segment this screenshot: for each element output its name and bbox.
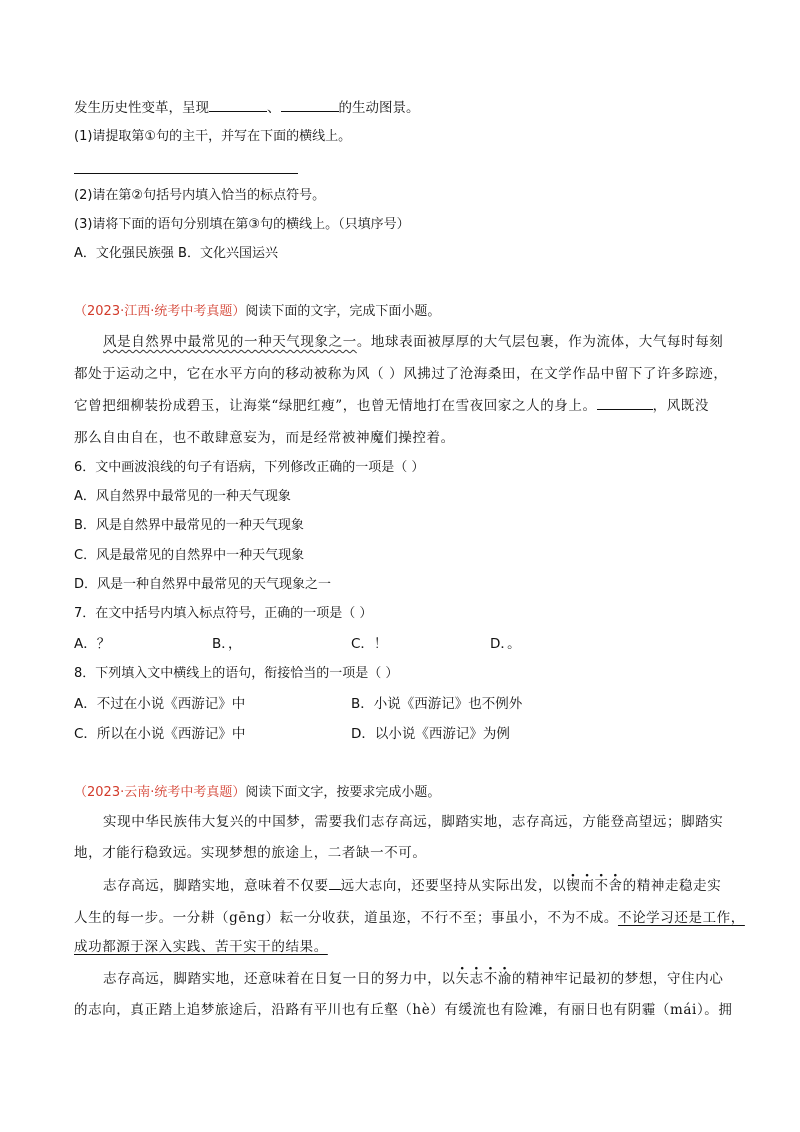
intro-text: 发生历史性变革，呈现 — [74, 100, 209, 116]
question-7: 7．在文中括号内填入标点符号，正确的一项是（ ） — [74, 606, 373, 621]
passage-text: 的精神牢记最初的梦想，守住内心 — [511, 971, 724, 987]
answer-blank[interactable] — [281, 99, 339, 112]
q8-option-c: C．所以在小说《西游记》中 — [74, 726, 246, 742]
passage-line: 的志向，真正踏上追梦旅途后，沿路有平川也有丘壑（hè）有缓流也有险滩，有丽日也有阴霾（mái）。拥 — [74, 1002, 733, 1018]
passage-line: 地，才能行稳致远。实现梦想的旅途上，二者缺一不可。 — [74, 845, 427, 861]
emphasis-char: 而 — [580, 878, 595, 894]
passage-text: 。地球表面被厚厚的大气层包裹，作为流体，大气每时每刻 — [356, 334, 724, 350]
q8-option-a: A．不过在小说《西游记》中 — [74, 696, 246, 712]
passage-text: 志存高远，脚踏实地，还意味着在日复一日的努力中，以 — [103, 971, 456, 987]
q8-option-d: D．以小说《西游记》为例 — [351, 726, 510, 742]
answer-blank[interactable] — [597, 397, 653, 410]
question-2: (2)请在第②句括号内填入恰当的标点符号。 — [74, 188, 326, 203]
q6-option-a: A．风自然界中最常见的一种天气现象 — [74, 489, 291, 504]
q6-option-c: C．风是最常见的自然界中一种天气现象 — [74, 548, 305, 563]
passage-line — [103, 332, 723, 352]
passage-text: 的精神走稳走实 — [622, 878, 722, 894]
passage-line: 都处于运动之中，它在水平方向的移动被称为风（ ）风拂过了沧海桑田，在文学作品中留下了许多踪迹， — [74, 366, 728, 382]
q7-option-b: B．， — [212, 636, 242, 652]
answer-line[interactable] — [74, 173, 298, 174]
section-instruction: 阅读下面的文字，完成下面小题。 — [245, 304, 441, 319]
question-8: 8．下列填入文中横线上的语句，衔接恰当的一项是（ ） — [74, 666, 399, 681]
question-3-options: A．文化强民族强 B．文化兴国运兴 — [74, 246, 278, 261]
emphasis-char: 舍 — [608, 878, 623, 894]
underlined-sentence: 不论学习还是工作， — [617, 910, 745, 926]
emphasis-char: 不 — [483, 971, 498, 987]
section-header-jiangxi — [74, 302, 440, 322]
q6-option-d: D．风是一种自然界中最常见的天气现象之一 — [74, 577, 332, 592]
passage-line — [74, 908, 745, 928]
source-tag: （2023·云南·统考中考真题） — [74, 785, 246, 800]
passage-line — [74, 396, 709, 416]
source-tag: （2023·江西·统考中考真题） — [74, 304, 246, 319]
question-1: (1)请提取第①句的主干，并写在下面的横线上。 — [74, 129, 352, 144]
intro-line1 — [74, 98, 420, 118]
passage-line — [103, 876, 721, 896]
passage-line — [74, 937, 328, 957]
passage-line — [103, 969, 723, 989]
dotted-text — [566, 878, 622, 894]
dotted-phrase — [566, 878, 622, 894]
q7-option-c: C．！ — [351, 636, 388, 652]
q6-option-b: B．风是自然界中最常见的一种天气现象 — [74, 518, 304, 533]
intro-text: 、 — [267, 100, 281, 116]
passage-text: ，风既没 — [652, 398, 710, 414]
emphasis-char: 志 — [469, 971, 484, 987]
question-3: (3)请将下面的语句分别填在第③句的横线上。（只填序号） — [74, 217, 410, 232]
q8-option-b: B．小说《西游记》也不例外 — [351, 696, 523, 712]
passage-text: 人生的每一步。一分耕（gēng）耘一分收获，道虽迩，不行不至；事虽小，不为不成。 — [74, 910, 618, 926]
answer-blank[interactable] — [329, 877, 341, 890]
passage-line: 实现中华民族伟大复兴的中国梦，需要我们志存高远，脚踏实地，志存高远，方能登高望远；脚踏实 — [103, 814, 724, 830]
q7-option-a: A．？ — [74, 636, 111, 652]
emphasis-char: 矢 — [455, 971, 470, 987]
section-header-yunnan — [74, 783, 440, 803]
passage-line: 那么自由自在，也不敢肆意妄为，而是经常被神魔们操控着。 — [74, 430, 455, 446]
intro-text: 的生动图景。 — [338, 100, 420, 116]
q7-option-d: D．。 — [490, 636, 521, 652]
answer-blank[interactable] — [209, 99, 267, 112]
passage-text: 志存高远，脚踏实地，意味着不仅要 — [103, 878, 329, 894]
question-6: 6．文中画波浪线的句子有语病，下列修改正确的一项是（ ） — [74, 460, 425, 475]
dotted-text — [456, 971, 512, 987]
emphasis-char: 锲 — [566, 878, 581, 894]
section-instruction: 阅读下面文字，按要求完成小题。 — [245, 785, 441, 800]
passage-text: 远大志向，还要坚持从实际出发，以 — [340, 878, 567, 894]
emphasis-char: 不 — [594, 878, 609, 894]
emphasis-char: 渝 — [497, 971, 512, 987]
dotted-phrase — [456, 971, 512, 987]
passage-text: 它曾把细柳装扮成碧玉，让海棠“绿肥红瘦”，也曾无情地打在雪夜回家之人的身上。 — [74, 398, 597, 414]
wavy-sentence: 风是自然界中最常见的一种天气现象之一 — [103, 334, 357, 350]
underlined-sentence: 成功都源于深入实践、苦干实干的结果。 — [74, 939, 328, 955]
